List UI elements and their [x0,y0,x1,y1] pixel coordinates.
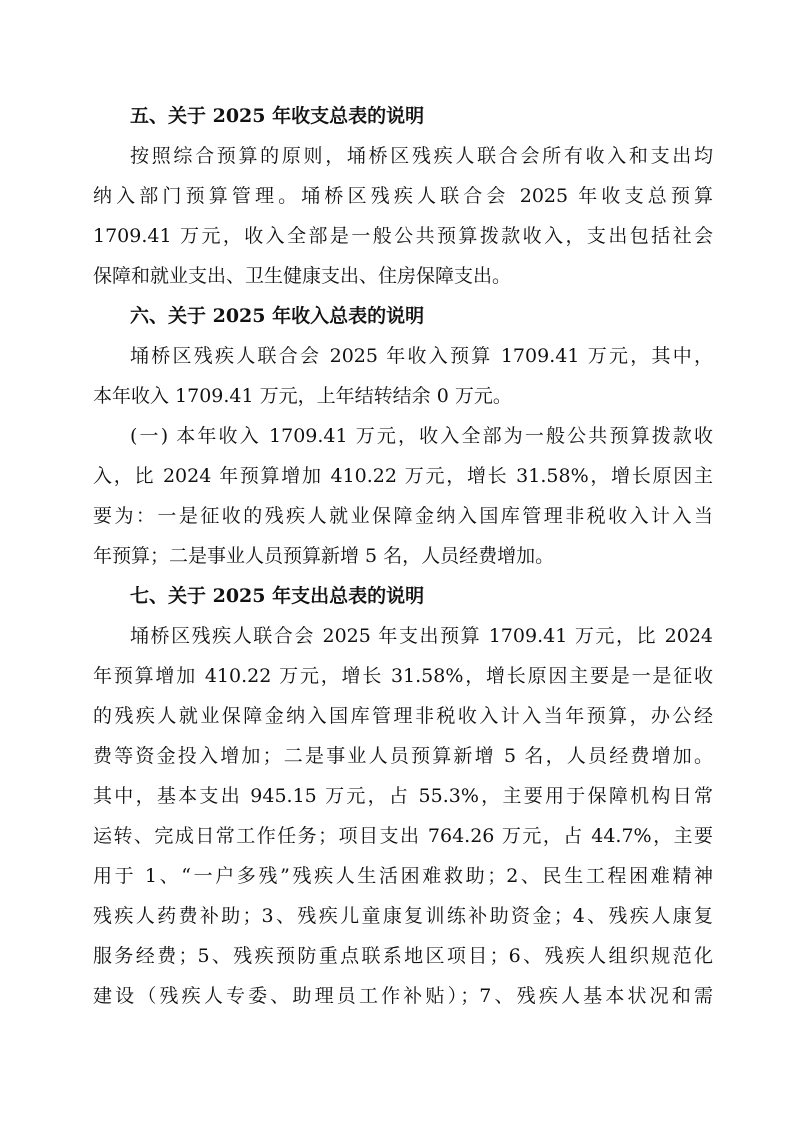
paragraph-line: 要为：一是征收的残疾人就业保障金纳入国库管理非税收入计入当 [93,505,713,527]
section-7-heading: 七、关于 2025 年支出总表的说明 [130,585,425,607]
section-5-heading: 五、关于 2025 年收支总表的说明 [130,105,425,127]
paragraph-line: 费等资金投入增加；二是事业人员预算新增 5 名，人员经费增加。 [93,745,713,767]
paragraph-line: 年预算增加 410.22 万元，增长 31.58%，增长原因主要是一是征收 [93,665,713,687]
paragraph-line: 年预算；二是事业人员预算新增 5 名，人员经费增加。 [93,545,555,567]
paragraph-line: 保障和就业支出、卫生健康支出、住房保障支出。 [93,265,512,287]
paragraph-line: 其中，基本支出 945.15 万元，占 55.3%，主要用于保障机构日常 [93,785,713,807]
paragraph-line: 用于 1、“一户多残”残疾人生活困难救助；2、民生工程困难精神 [93,865,713,887]
paragraph-line: 埇桥区残疾人联合会 2025 年支出预算 1709.41 万元，比 2024 [130,625,713,647]
paragraph-line: 服务经费；5、残疾预防重点联系地区项目；6、残疾人组织规范化 [93,945,713,967]
paragraph-line: 入，比 2024 年预算增加 410.22 万元，增长 31.58%，增长原因主 [93,465,713,487]
paragraph-line: 本年收入 1709.41 万元，上年结转结余 0 万元。 [93,385,512,407]
paragraph-line: 残疾人药费补助；3、残疾儿童康复训练补助资金；4、残疾人康复 [93,905,713,927]
paragraph-line: 纳入部门预算管理。埇桥区残疾人联合会 2025 年收支总预算 [93,185,713,207]
paragraph-line: 运转、完成日常工作任务；项目支出 764.26 万元，占 44.7%，主要 [93,825,713,847]
paragraph-line: 埇桥区残疾人联合会 2025 年收入预算 1709.41 万元，其中， [130,345,713,367]
paragraph-line: 建设（残疾人专委、助理员工作补贴）；7、残疾人基本状况和需 [93,985,713,1007]
paragraph-line: (一) 本年收入 1709.41 万元，收入全部为一般公共预算拨款收 [130,425,713,447]
paragraph-line: 的残疾人就业保障金纳入国库管理非税收入计入当年预算，办公经 [93,705,713,727]
section-6-heading: 六、关于 2025 年收入总表的说明 [130,305,425,327]
paragraph-line: 1709.41 万元，收入全部是一般公共预算拨款收入，支出包括社会 [93,225,713,247]
paragraph-line: 按照综合预算的原则，埇桥区残疾人联合会所有收入和支出均 [130,145,713,167]
